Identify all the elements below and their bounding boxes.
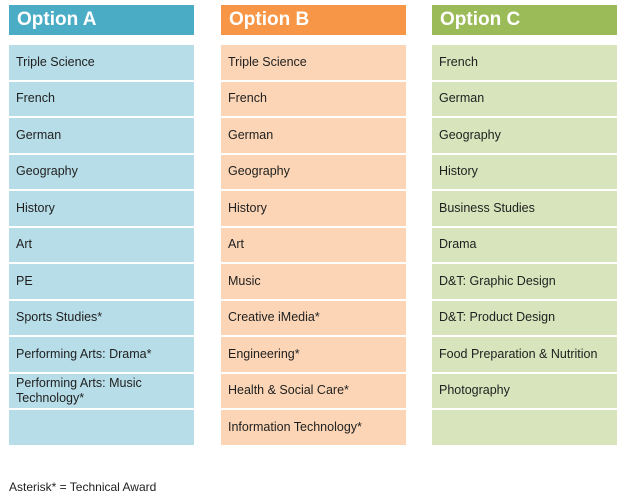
list-item: Art (221, 228, 406, 263)
option-c-list (432, 45, 617, 445)
list-item: French (9, 82, 194, 117)
technical-award-footnote: Asterisk* = Technical Award (9, 480, 157, 494)
list-item: German (432, 82, 617, 117)
list-item: History (432, 155, 617, 190)
list-item: Drama (432, 228, 617, 263)
list-item: Business Studies (432, 191, 617, 226)
option-c-column (432, 5, 617, 447)
list-item: History (221, 191, 406, 226)
list-item: Creative iMedia* (221, 301, 406, 336)
list-item: Music (221, 264, 406, 299)
option-a-list (9, 45, 194, 445)
list-item: PE (9, 264, 194, 299)
option-b-list (221, 45, 406, 445)
list-item: Photography (432, 374, 617, 409)
list-item: Triple Science (9, 45, 194, 80)
list-item: French (221, 82, 406, 117)
list-item: Geography (9, 155, 194, 190)
list-item: Engineering* (221, 337, 406, 372)
list-item: German (221, 118, 406, 153)
list-item: Geography (432, 118, 617, 153)
list-item: French (432, 45, 617, 80)
list-item: Performing Arts: Music Technology* (9, 374, 194, 409)
list-item: Information Technology* (221, 410, 406, 445)
list-item: German (9, 118, 194, 153)
list-item-empty (9, 410, 194, 445)
list-item: Art (9, 228, 194, 263)
list-item: D&T: Graphic Design (432, 264, 617, 299)
list-item: Food Preparation & Nutrition (432, 337, 617, 372)
list-item: Geography (221, 155, 406, 190)
option-c-header: Option C (432, 5, 617, 35)
list-item: History (9, 191, 194, 226)
list-item: Sports Studies* (9, 301, 194, 336)
option-b-column (221, 5, 406, 447)
list-item: Triple Science (221, 45, 406, 80)
option-a-column (9, 5, 194, 447)
option-a-header: Option A (9, 5, 194, 35)
list-item: D&T: Product Design (432, 301, 617, 336)
option-b-header: Option B (221, 5, 406, 35)
list-item: Performing Arts: Drama* (9, 337, 194, 372)
list-item: Health & Social Care* (221, 374, 406, 409)
list-item-empty (432, 410, 617, 445)
